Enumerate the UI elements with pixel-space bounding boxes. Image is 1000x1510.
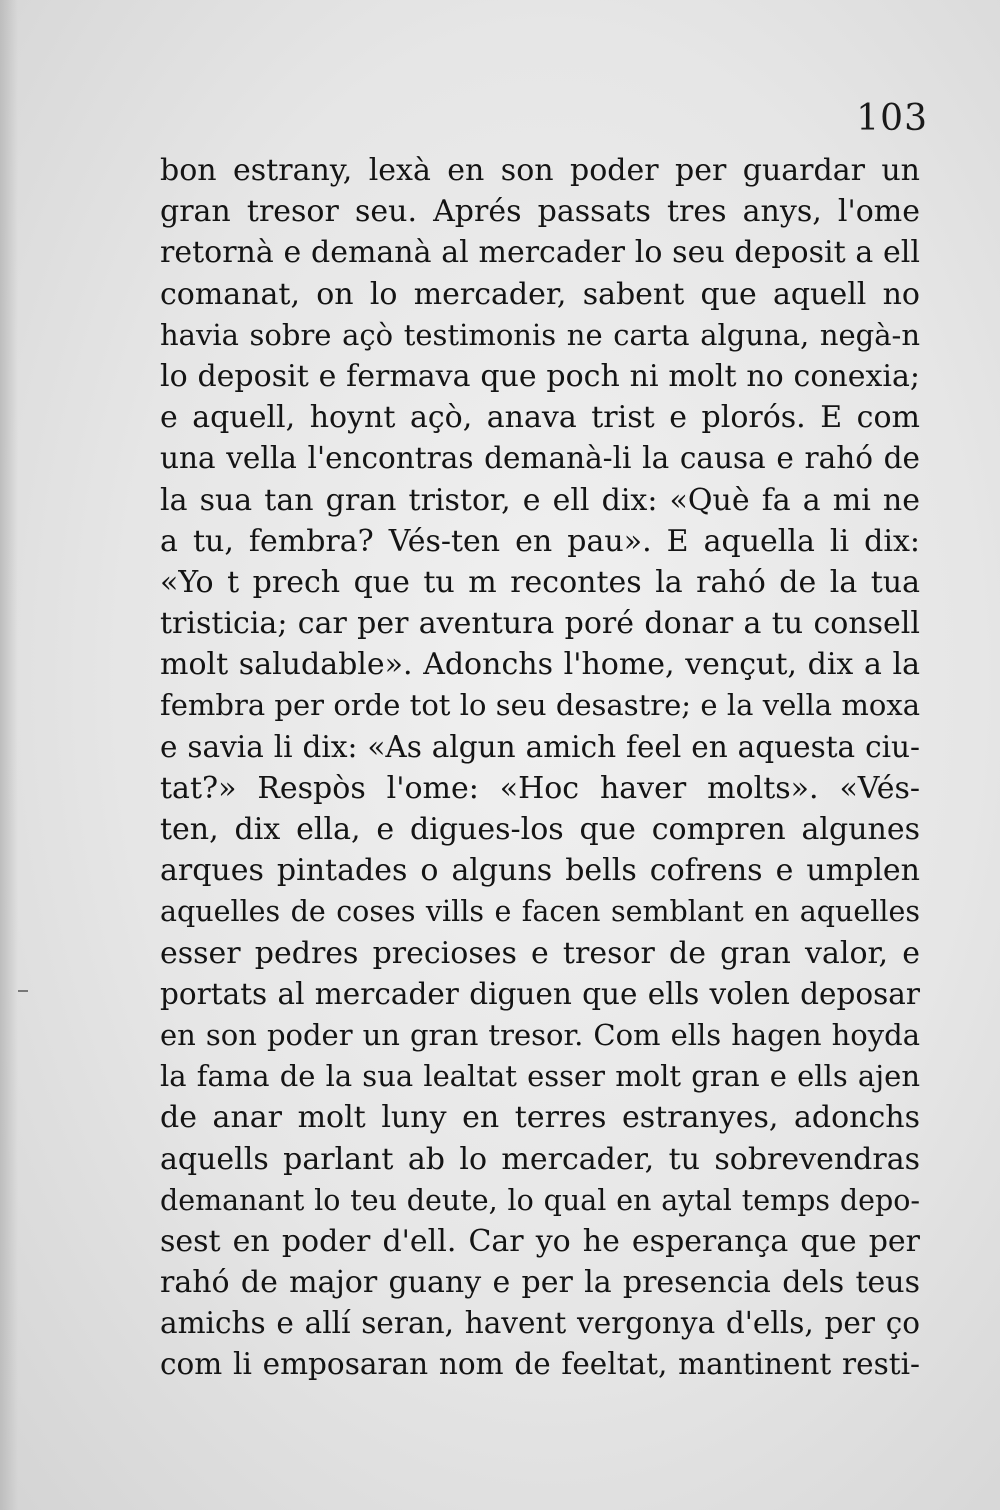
text-line: «Yo t prech que tu m recontes la rahó de la tua (160, 564, 920, 600)
text-line: rahó de major guany e per la presencia dels teus (160, 1265, 920, 1301)
text-line: arques pintades o alguns bells cofrens e umplen (160, 853, 920, 889)
text-line: amichs e allí seran, havent vergonya d'ells, per ço (160, 1306, 920, 1341)
text-line: molt saludable». Adonchs l'home, vençut, dix a la (160, 647, 920, 683)
text-line: fembra per orde tot lo seu desastre; e la vella moxa (160, 688, 920, 723)
text-line: bon estrany, lexà en son poder per guardar un (160, 153, 920, 188)
text-line: la sua tan gran tristor, e ell dix: «Què fa a mi ne (160, 482, 920, 518)
text-line: e savia li dix: «As algun amich feel en aquesta ciu- (160, 729, 920, 764)
text-line: la fama de la sua lealtat esser molt gran e ells ajen (160, 1059, 920, 1094)
text-line: retornà e demanà al mercader lo seu deposit a ell (160, 235, 920, 271)
text-line: portats al mercader diguen que ells volen deposar (160, 976, 920, 1011)
body-text (160, 150, 920, 1386)
text-line: una vella l'encontras demanà-li la causa e rahó de (160, 441, 920, 476)
text-line: aquells parlant ab lo mercader, tu sobrevendras (160, 1141, 920, 1177)
text-line: gran tresor seu. Aprés passats tres anys, l'ome (160, 194, 920, 230)
text-line: esser pedres precioses e tresor de gran valor, e (160, 935, 920, 971)
text-line: aquelles de coses vills e facen semblant en aquelles (160, 895, 920, 929)
text-line: com li emposaran nom de feeltat, mantinent resti- (160, 1347, 920, 1382)
text-line: a tu, fembra? Vés-ten en pau». E aquella li dix: (160, 523, 920, 559)
text-line: e aquell, hoynt açò, anava trist e plorós. E com (160, 400, 920, 436)
text-line: havia sobre açò testimonis ne carta alguna, negà-n (160, 317, 920, 352)
text-line: sest en poder d'ell. Car yo he esperança que per (160, 1223, 920, 1259)
page-number: 103 (856, 98, 928, 139)
text-line: demanant lo teu deute, lo qual en aytal temps depo- (160, 1183, 920, 1217)
text-line: en son poder un gran tresor. Com ells hagen hoyda (160, 1017, 920, 1052)
text-line: comanat, on lo mercader, sabent que aquell no (160, 276, 920, 312)
text-line: de anar molt luny en terres estranyes, adonchs (160, 1100, 920, 1136)
text-line: tristicia; car per aventura poré donar a tu consell (160, 606, 920, 642)
page-gutter-shadow (0, 0, 18, 1510)
text-line: tat?» Respòs l'ome: «Hoc haver molts». «Vés- (160, 770, 920, 806)
text-line: lo deposit e fermava que poch ni molt no conexia; (160, 358, 920, 394)
margin-mark (18, 990, 28, 992)
text-line: ten, dix ella, e digues-los que compren algunes (160, 812, 920, 847)
